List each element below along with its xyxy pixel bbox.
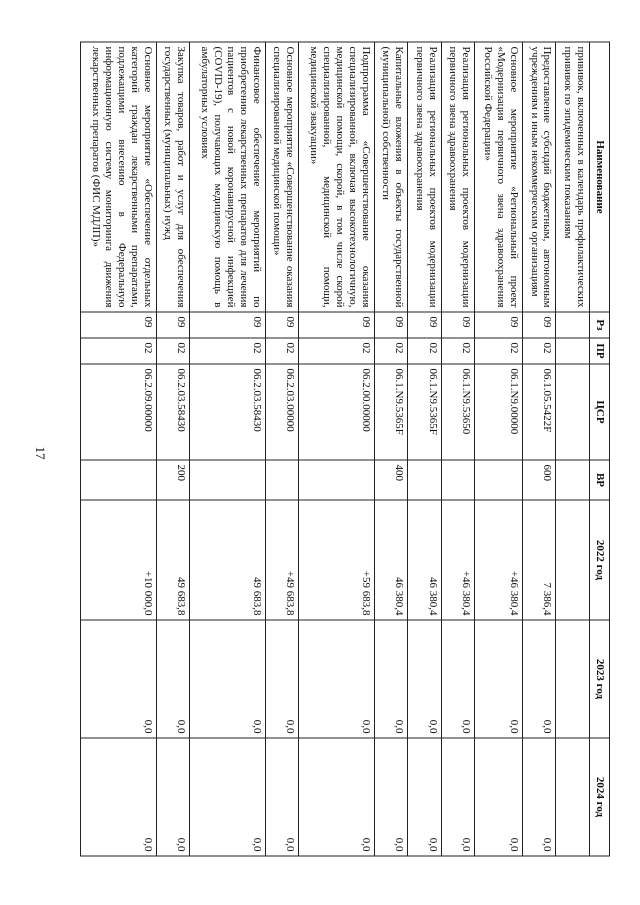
row-name: Реализация региональных проектов модернизации первичного звена здравоохранения	[408, 42, 442, 312]
header-2022: 2022 год	[590, 500, 610, 620]
row-name: Основное мероприятие «Обеспечение отдельных категорий граждан лекарственными препаратами, подлежащими внесению в Федеральную информационную систему мониторинга движения лекарственных препаратов (ФИС МДЛП)»	[81, 42, 157, 312]
row-vr	[556, 460, 590, 500]
header-vr: ВР	[590, 460, 610, 500]
row-vr	[190, 460, 266, 500]
row-2022: +10 000,0	[81, 500, 157, 620]
row-rz: 09	[81, 312, 157, 338]
table-row	[523, 42, 557, 856]
row-2023: 0,0	[441, 620, 475, 738]
row-pr: 02	[408, 338, 442, 364]
table-row	[265, 42, 299, 856]
row-2024: 0,0	[408, 738, 442, 856]
row-2023: 0,0	[156, 620, 190, 738]
row-vr	[299, 460, 375, 500]
row-rz: 09	[374, 312, 408, 338]
row-2024: 0,0	[190, 738, 266, 856]
row-2023: 0,0	[265, 620, 299, 738]
row-vr	[265, 460, 299, 500]
row-vr	[81, 460, 157, 500]
row-vr	[408, 460, 442, 500]
row-rz: 09	[299, 312, 375, 338]
row-pr: 02	[81, 338, 157, 364]
row-vr	[441, 460, 475, 500]
budget-table	[80, 42, 610, 857]
table-row	[374, 42, 408, 856]
table-row	[408, 42, 442, 856]
row-2023: 0,0	[299, 620, 375, 738]
row-vr: 400	[374, 460, 408, 500]
row-pr: 02	[523, 338, 557, 364]
header-rz: Рз	[590, 312, 610, 338]
row-2023: 0,0	[81, 620, 157, 738]
row-2022: 49 683,8	[190, 500, 266, 620]
row-csr: 06.1.N9.53650	[441, 364, 475, 460]
row-name: прививок, включенных в календарь профилактических прививок по эпидемическим показаниям	[556, 42, 590, 312]
row-2024: 0,0	[523, 738, 557, 856]
header-pr: ПР	[590, 338, 610, 364]
row-2022	[556, 500, 590, 620]
table-header-row	[590, 42, 610, 856]
row-pr: 02	[156, 338, 190, 364]
header-name: Наименование	[590, 42, 610, 312]
row-csr: 06.1.N9.5365F	[408, 364, 442, 460]
row-name: Предоставление субсидий бюджетным, автономным учреждениям и иным некоммерческим организациям	[523, 42, 557, 312]
table-row	[299, 42, 375, 856]
row-2024: 0,0	[475, 738, 523, 856]
header-2023: 2023 год	[590, 620, 610, 738]
row-name: Основное мероприятие «Совершенствование оказания специализированной медицинской помощи»	[265, 42, 299, 312]
table-row	[81, 42, 157, 856]
row-pr: 02	[190, 338, 266, 364]
row-2023: 0,0	[374, 620, 408, 738]
row-name: Капитальные вложения в объекты государственной (муниципальной) собственности	[374, 42, 408, 312]
row-csr: 06.2.03.58430	[190, 364, 266, 460]
table-row	[156, 42, 190, 856]
row-2024: 0,0	[81, 738, 157, 856]
row-name: Закупка товаров, работ и услуг для обеспечения государственных (муниципальных) нужд	[156, 42, 190, 312]
table-row	[475, 42, 523, 856]
row-rz	[556, 312, 590, 338]
row-pr: 02	[299, 338, 375, 364]
row-pr: 02	[475, 338, 523, 364]
row-2024	[556, 738, 590, 856]
row-name: Реализация региональных проектов модернизации первичного звена здравоохранения	[441, 42, 475, 312]
row-rz: 09	[190, 312, 266, 338]
row-2022: +59 683,8	[299, 500, 375, 620]
row-csr: 06.2.03.58430	[156, 364, 190, 460]
row-rz: 09	[523, 312, 557, 338]
budget-table-container	[80, 42, 610, 856]
row-csr: 06.2.03.00000	[265, 364, 299, 460]
row-2023: 0,0	[408, 620, 442, 738]
row-2022: +46 380,4	[441, 500, 475, 620]
row-pr	[556, 338, 590, 364]
row-rz: 09	[475, 312, 523, 338]
row-2022: 49 683,8	[156, 500, 190, 620]
header-csr: ЦСР	[590, 364, 610, 460]
row-pr: 02	[265, 338, 299, 364]
row-2022: +49 683,8	[265, 500, 299, 620]
row-vr: 600	[523, 460, 557, 500]
row-2022: 7 386,4	[523, 500, 557, 620]
row-2024: 0,0	[156, 738, 190, 856]
table-row	[556, 42, 590, 856]
row-name: Финансовое обеспечение мероприятий по приобретению лекарственных препаратов для лечения пациентов с новой коронавирусной инфекцией (COVID-19), получающих медицинскую помощь в амбулаторных условиях	[190, 42, 266, 312]
row-2023: 0,0	[523, 620, 557, 738]
row-2023: 0,0	[475, 620, 523, 738]
row-rz: 09	[265, 312, 299, 338]
header-2024: 2024 год	[590, 738, 610, 856]
row-2024: 0,0	[299, 738, 375, 856]
row-2024: 0,0	[265, 738, 299, 856]
row-2024: 0,0	[441, 738, 475, 856]
row-csr: 06.2.00.00000	[299, 364, 375, 460]
row-2022: 46 380,4	[374, 500, 408, 620]
table-row	[190, 42, 266, 856]
row-2023: 0,0	[190, 620, 266, 738]
row-2022: 46 380,4	[408, 500, 442, 620]
row-rz: 09	[441, 312, 475, 338]
row-csr: 06.2.09.00000	[81, 364, 157, 460]
row-vr: 200	[156, 460, 190, 500]
row-name: Подпрограмма «Совершенствование оказания специализированной, включая высокотехнологичную, медицинской помощи, скорой, в том числе скорой специализированной, медицинской помощи, медицинской эвакуации»	[299, 42, 375, 312]
row-2024: 0,0	[374, 738, 408, 856]
row-name: Основное мероприятие «Региональный проект «Модернизация первичного звена здравоохранения Российской Федерации»	[475, 42, 523, 312]
table-row	[441, 42, 475, 856]
row-vr	[475, 460, 523, 500]
row-pr: 02	[441, 338, 475, 364]
row-csr: 06.1.05.5422F	[523, 364, 557, 460]
row-pr: 02	[374, 338, 408, 364]
row-2023	[556, 620, 590, 738]
page-number: 17	[33, 446, 48, 460]
row-csr: 06.1.N9.00000	[475, 364, 523, 460]
row-rz: 09	[408, 312, 442, 338]
row-csr	[556, 364, 590, 460]
row-csr: 06.1.N9.5365F	[374, 364, 408, 460]
row-2022: +46 380,4	[475, 500, 523, 620]
row-rz: 09	[156, 312, 190, 338]
